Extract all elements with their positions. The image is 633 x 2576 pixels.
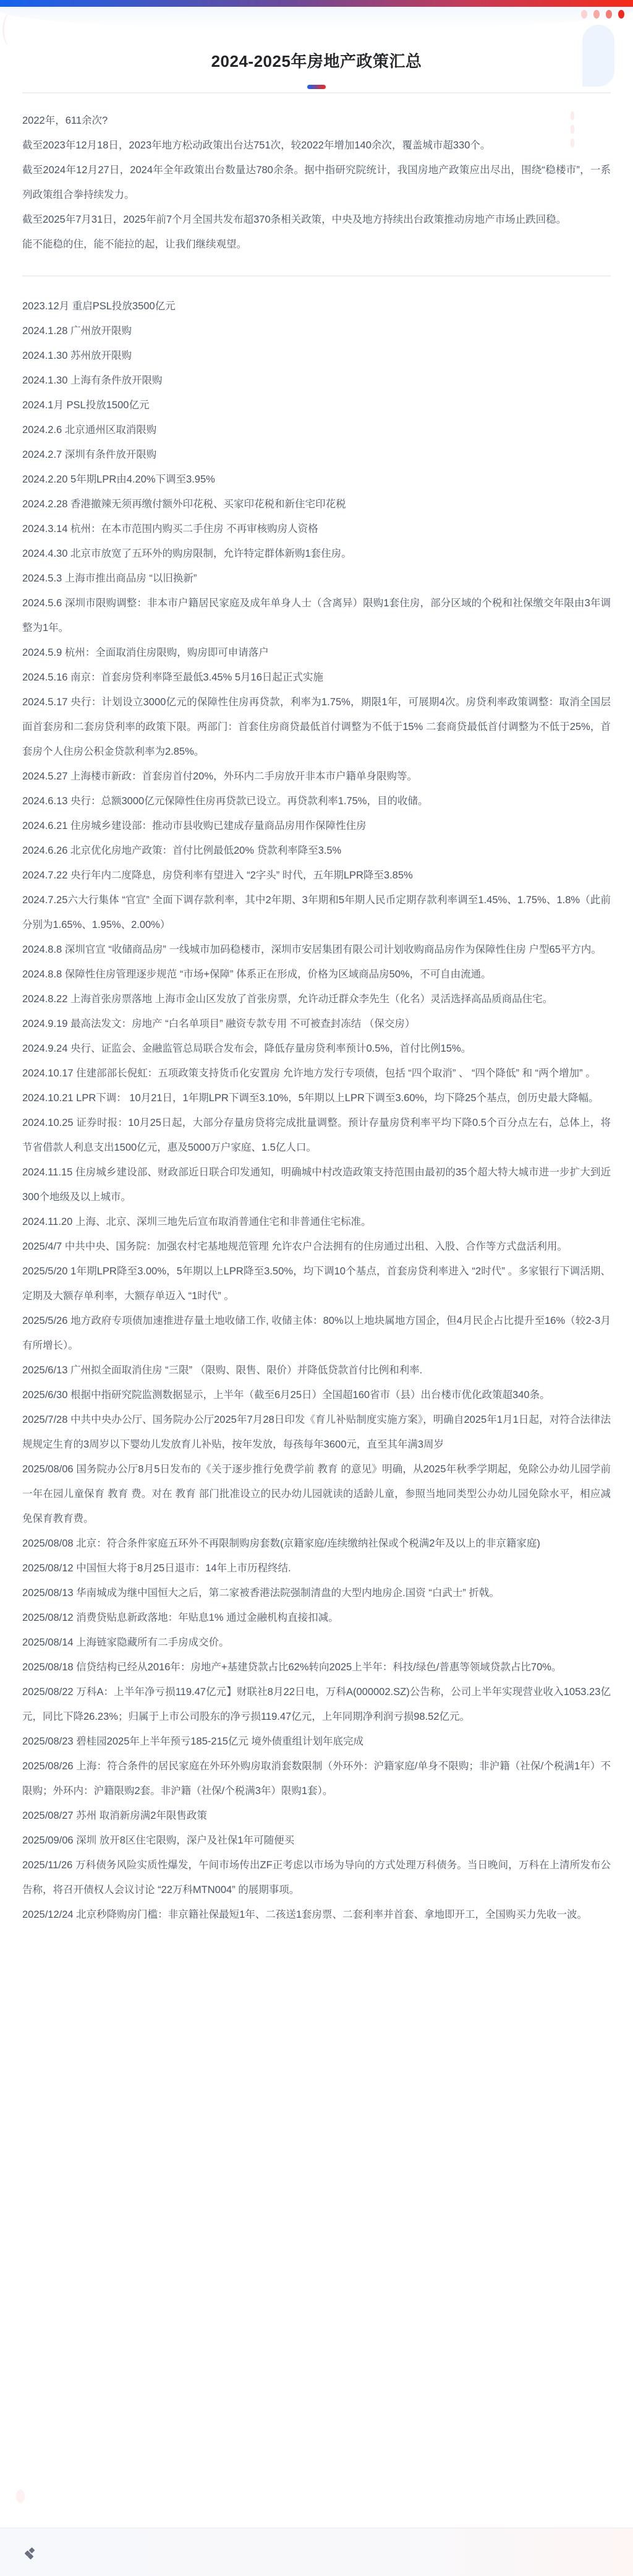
- timeline-entry: 2024.2.20 5年期LPR由4.20%下调至3.95%: [22, 474, 215, 485]
- timeline-entry: 2025/08/18 信贷结构已经从2016年：房地产+基建贷款占比62%转向2025上半年：科技/绿色/普惠等领域贷款占比70%。: [22, 1662, 562, 1673]
- timeline-entry: 2025/5/20 1年期LPR降至3.00%，5年期以上LPR降至3.50%，均下调10个基点，首套房贷利率进入 “2时代” 。多家银行下调活期、定期及大额存单利率，大额存单迈入 “1时代” 。: [22, 1266, 611, 1302]
- timeline-entry: 2024.8.8 深圳官宣 “收储商品房” 一线城市加码稳楼市，深圳市安居集团有限公司计划收购商品房作为保障性住房 户型65平方内。: [22, 944, 601, 955]
- timeline-entry: 2025/08/22 万科A：上半年净亏损119.47亿元】财联社8月22日电，万科A(000002.SZ)公告称，公司上半年实现营业收入1053.23亿元，同比下降26.23%；归属于上市公司股东的净亏损119.47亿元，上年同期净利润亏损98.52亿元。: [22, 1686, 611, 1722]
- timeline-entry: 2024.6.21 住房城乡建设部：推动市县收购已建成存量商品房用作保障性住房: [22, 820, 367, 831]
- timeline-entry: 2024.5.16 南京：首套房贷利率降至最低3.45% 5月16日起正式实施: [22, 672, 323, 683]
- page-footer: [0, 2528, 633, 2576]
- timeline-entry: 2024.2.7 深圳有条件放开限购: [22, 449, 157, 460]
- timeline-entry: 2024.6.26 北京优化房地产政策：首付比例最低20% 贷款利率降至3.5%: [22, 845, 342, 856]
- timeline-entry: 2024.10.25 证券时报：10月25日起，大部分存量房贷将完成批量调整。预计存量房贷利率平均下降0.5个百分点左右，总体上，将节省借款人利息支出1500亿元，惠及5000万户家庭、1.5亿人口。: [22, 1117, 611, 1153]
- timeline-entry: 2024.6.13 央行：总额3000亿元保障性住房再贷款已设立。再贷款利率1.75%，目的收储。: [22, 796, 428, 807]
- timeline-entry: 2025/4/7 中共中央、国务院：加强农村宅基地规范管理 允许农户合法拥有的住房通过出租、入股、合作等方式盘活利用。: [22, 1241, 567, 1252]
- timeline-entry: 2024.11.20 上海、北京、深圳三地先后宣布取消普通住宅和非普通住宅标准。: [22, 1216, 372, 1227]
- timeline-entry: 2025/7/28 中共中央办公厅、国务院办公厅2025年7月28日印发《育儿补贴制度实施方案》，明确自2025年1月1日起，对符合法律法规规定生育的3周岁以下婴幼儿发放育儿补贴，按年发放，每孩每年3600元，直至其年满3周岁: [22, 1414, 611, 1450]
- timeline-entry: 2025/08/26 上海：符合条件的居民家庭在外环外购房取消套数限制（外环外：沪籍家庭/单身不限购；非沪籍（社保/个税满1年）不限购；外环内：沪籍限购2套。非沪籍（社保/个税满3年）限购1套）。: [22, 1761, 611, 1797]
- timeline-entry: 2024.5.3 上海市推出商品房 “以旧换新”: [22, 573, 197, 584]
- timeline-entry: 2025/11/26 万科债务风险实质性爆发，午间市场传出ZF正考虑以市场为导向的方式处理万科债务。当日晚间，万科在上清所发布公告称，将召开债权人会议讨论 “22万科MTN004” 的展期事项。: [22, 1860, 611, 1896]
- timeline-entry: 2025/08/12 消费贷贴息新政落地：年贴息1% 通过金融机构直接扣减。: [22, 1612, 339, 1623]
- intro-section: [0, 93, 633, 257]
- title-block: [0, 7, 633, 89]
- corner-decoration: [16, 2489, 25, 2503]
- timeline-entry: 2024.10.17 住建部部长倪虹：五项政策支持货币化安置房 允许地方发行专项债，包括 “四个取消” 、 “四个降低” 和 “两个增加” 。: [22, 1068, 596, 1079]
- timeline-entry: 2025/08/12 中国恒大将于8月25日退市：14年上市历程终结.: [22, 1563, 291, 1574]
- diamond-cluster-logo-icon: [23, 2548, 37, 2559]
- intro-paragraph: 能不能稳的住，能不能拉的起，让我们继续观望。: [22, 239, 247, 250]
- intro-paragraph: 截至2025年7月31日，2025年前7个月全国共发布超370条相关政策，中央及地方持续出台政策推动房地产市场止跌回稳。: [22, 214, 567, 225]
- intro-paragraph: 截至2024年12月27日，2024年全年政策出台数量达780余条。据中指研究院统计，我国房地产政策应出尽出，围绕“稳楼市”，一系列政策组合拳持续发力。: [22, 165, 611, 200]
- timeline-entry: 2024.1.28 广州放开限购: [22, 325, 132, 337]
- timeline-entry: 2024.9.24 央行、证监会、金融监管总局联合发布会，降低存量房贷利率预计0.5%，首付比例15%。: [22, 1043, 472, 1054]
- policy-timeline: [0, 277, 633, 1956]
- timeline-entry: 2025/08/06 国务院办公厅8月5日发布的《关于逐步推行免费学前 教育 的意见》明确，从2025年秋季学期起，免除公办幼儿园学前一年在园儿童保育 教育 费。对在 教育 部门批准设立的民办幼儿园就读的适龄儿童，参照当地同类型公办幼儿园免除水平，相应减免保育教育费。: [22, 1464, 611, 1524]
- timeline-entry: 2023.12月 重启PSL投放3500亿元: [22, 301, 176, 312]
- timeline-entry: 2024.5.6 深圳市限购调整：非本市户籍居民家庭及成年单身人士（含离异）限购1套住房，部分区域的个税和社保缴交年限由3年调整为1年。: [22, 598, 611, 633]
- timeline-entry: 2024.5.27 上海楼市新政：首套房首付20%，外环内二手房放开非本市户籍单身限购等。: [22, 771, 418, 782]
- timeline-entry: 2025/12/24 北京秒降购房门槛：非京籍社保最短1年、二孩送1套房票、二套利率并首套、拿地即开工，全国购买力先收一波。: [22, 1909, 588, 1920]
- timeline-entry: 2025/6/30 根据中指研究院监测数据显示，上半年（截至6月25日）全国超160省市（县）出台楼市优化政策超340条。: [22, 1389, 550, 1401]
- timeline-entry: 2024.2.28 香港撤辣无须再缴付额外印花税、买家印花税和新住宅印花税: [22, 499, 346, 510]
- timeline-entry: 2024.9.19 最高法发文：房地产 “白名单项目” 融资专款专用 不可被查封冻结 （保交房）: [22, 1018, 415, 1029]
- timeline-entry: 2024.7.25六大行集体 “官宣” 全面下调存款利率，其中2年期、3年期和5年期人民币定期存款利率调至1.45%、1.75%、1.8%（此前分别为1.65%、1.95%、2.00%）: [22, 895, 611, 930]
- title-underline-accent: [307, 85, 326, 89]
- top-gradient-bar: [0, 0, 633, 7]
- timeline-entry: 2024.8.8 保障性住房管理逐步规范 “市场+保障” 体系正在形成，价格为区域商品房50%，不可自由流通。: [22, 969, 491, 980]
- timeline-entry: 2024.2.6 北京通州区取消限购: [22, 424, 157, 436]
- timeline-entry: 2024.1月 PSL投放1500亿元: [22, 400, 150, 411]
- timeline-entry: 2025/08/08 北京：符合条件家庭五环外不再限制购房套数(京籍家庭/连续缴纳社保或个税满2年及以上的非京籍家庭): [22, 1538, 540, 1549]
- timeline-entry: 2024.10.21 LPR下调： 10月21日，1年期LPR下调至3.10%，5年期以上LPR下调至3.60%，均下降25个基点，创历史最大降幅。: [22, 1093, 599, 1104]
- timeline-entry: 2025/08/23 碧桂园2025年上半年预亏185-215亿元 境外债重组计划年底完成: [22, 1736, 364, 1747]
- intro-paragraph: 2022年，611余次?: [22, 115, 108, 126]
- timeline-entry: 2024.11.15 住房城乡建设部、财政部近日联合印发通知，明确城中村改造政策支持范围由最初的35个超大特大城市进一步扩大到近300个地级及以上城市。: [22, 1167, 611, 1203]
- timeline-entry: 2024.5.17 央行：计划设立3000亿元的保障性住房再贷款，利率为1.75%，期限1年，可展期4次。房贷利率政策调整：取消全国层面首套房和二套房贷利率的政策下限。两部门：首套住房商贷最低首付调整为不低于15% 二套商贷最低首付调整为不低于25%，首套房个人住房公积金贷款利率为2.85%。: [22, 697, 611, 757]
- timeline-entry: 2025/08/14 上海链家隐藏所有二手房成交价。: [22, 1637, 229, 1648]
- timeline-entry: 2025/6/13 广州拟全面取消住房 “三限” （限购、限售、限价）并降低贷款首付比例和利率.: [22, 1365, 423, 1376]
- timeline-entry: 2024.7.22 央行年内二度降息，房贷利率有望进入 “2字头” 时代，五年期LPR降至3.85%: [22, 870, 413, 881]
- timeline-entry: 2024.5.9 杭州：全面取消住房限购，购房即可申请落户: [22, 647, 269, 658]
- timeline-entry: 2025/08/27 苏州 取消新房满2年限售政策: [22, 1810, 207, 1821]
- timeline-entry: 2024.1.30 上海有条件放开限购: [22, 375, 163, 386]
- page-title: 2024-2025年房地产政策汇总: [211, 52, 422, 71]
- timeline-entry: 2025/08/13 华南城成为继中国恒大之后，第二家被香港法院强制清盘的大型内地房企.国资 “白武士” 折戟。: [22, 1587, 499, 1599]
- intro-paragraph: 截至2023年12月18日，2023年地方松动政策出台达751次，较2022年增加140余次，覆盖城市超330个。: [22, 140, 491, 151]
- timeline-entry: 2024.8.22 上海首张房票落地 上海市金山区发放了首张房票，允许动迁群众李先生（化名）灵活选择高品质商品住宅。: [22, 994, 553, 1005]
- timeline-entry: 2025/09/06 深圳 放开8区住宅限购，深户及社保1年可随便买: [22, 1835, 295, 1846]
- timeline-entry: 2024.1.30 苏州放开限购: [22, 350, 132, 361]
- timeline-entry: 2025/5/26 地方政府专项债加速推进存量土地收储工作, 收储主体：80%以上地块属地方国企，但4月民企占比提升至16%（较2-3月有所增长）。: [22, 1315, 611, 1351]
- timeline-entry: 2024.3.14 杭州：在本市范围内购买二手住房 不再审核购房人资格: [22, 523, 318, 535]
- timeline-entry: 2024.4.30 北京市放宽了五环外的购房限制，允许特定群体新购1套住房。: [22, 548, 352, 559]
